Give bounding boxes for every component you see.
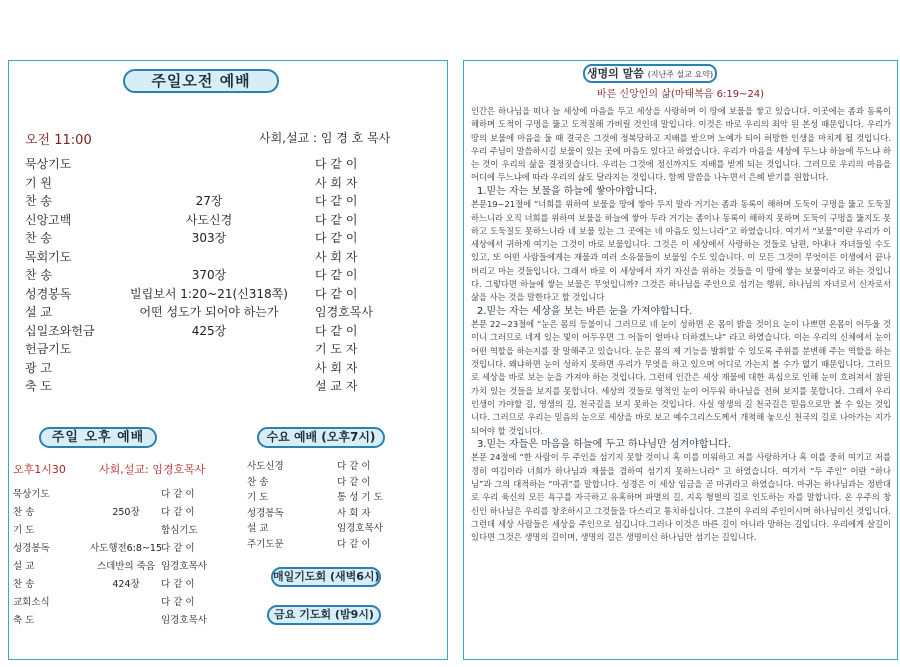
order-row [9,323,449,339]
order-row [9,521,449,537]
order-item: 묵상기도 [13,489,50,500]
order-item: 찬 송 [25,231,52,245]
order-leader: 임경호목사 [315,305,373,319]
order-row [9,304,449,320]
order-content: 어떤 성도가 되어야 하는가 [139,305,279,319]
morning-service-title: 주일오전 예배 [123,69,279,93]
order-row [9,230,449,246]
sermon-intro: 인간은 하나님을 떠나 늘 세상에 마음을 두고 세상을 사랑하며 이 땅에 보물을 쌓고 있습니다. 이곳에는 좀과 동록이 해하며 도적이 구멍을 뚫고 도적질해 가버릴 것인데 말입니다. 이것은 바로 우리의 죄악 된 본성 때문입니다. 우리가 땅의 보물에 마음을 둘 때 결국은 그것에 정복당하고 지배를 받으며 노예가 되어 허망한 인생을 마치게 될 것입니다. 우리 주님이 말씀하시길 보물이 있는 곳에 마음도 있다고 하였습니다. 우리가 마음을 세상에 두느냐 하늘에 두느냐 하는 것이 우리의 삶을 결정짓습니다. 우리는 그것에 정신까지도 지배를 받게 되는 것입니다. 그러므로 우리의 마음을 어디에 두느냐에 따라 우리의 삶도 달라지는 것입니다. 함께 말씀을 나누면서 은혜 받기를 원합니다. [471,106,891,183]
order-item: 기 원 [25,175,52,190]
order-leader: 다 같 이 [315,323,358,338]
order-item: 설 교 [247,523,269,534]
order-row [9,459,449,475]
order-row [9,193,449,209]
afternoon-time: 오후1시30 [13,463,66,476]
order-leader: 설 교 자 [315,379,358,393]
order-leader: 임경호목사 [337,523,383,534]
order-row [9,577,449,593]
order-item: 찬 송 [247,476,269,488]
section-heading: 3.믿는 자들은 마음을 하늘에 두고 하나님만 섬겨야합니다. [477,438,731,450]
order-item: 성경봉독 [13,543,50,554]
afternoon-service-title: 주일 오후 예배 [39,427,157,448]
order-leader: 사 회 자 [315,175,358,190]
friday-prayer-title: 금요 기도회 (밤9시) [267,605,381,625]
order-row [9,212,449,228]
order-item: 성경봉독 [25,286,72,301]
sermon-body [471,105,891,544]
order-leader: 다 같 이 [315,286,358,301]
order-item: 찬 송 [13,579,35,590]
order-leader: 다 같 이 [337,461,371,472]
order-leader: 다 같 이 [161,579,195,590]
order-item: 교회소식 [13,597,50,608]
order-item: 주기도문 [247,538,284,550]
order-content: 27장 [195,194,223,208]
order-row [9,156,449,172]
order-item: 기 도 [13,525,35,536]
order-row [9,595,449,611]
order-leader: 다 같 이 [315,157,358,171]
wednesday-service-title: 수요 예배 (오후7시) [257,427,385,448]
order-leader: 다 같 이 [315,231,358,245]
order-leader: 다 같 이 [161,507,195,518]
order-item: 신앙고백 [25,212,72,227]
sermon-title-note: (지난주 설교 요약) [647,70,714,79]
order-leader: 임경호목사 [161,615,207,626]
order-row [9,506,449,522]
order-leader: 합심기도 [161,525,198,536]
section-body: 본문 24절에 “한 사람이 두 주인을 섬기지 못할 것이니 혹 이를 미워하고 저를 사랑하거나 혹 이를 중히 여기고 저를 경히 여김이라 너희가 하나님과 재물을 겸하여 섬기지 못하느니라” 고 하였습니다. 여기서 “두 주인” 이란 “하나님”과 그의 대적하는 “마귀”를 말합니다. 성경은 이 세상 임금을 곧 마귀라고 하였습니다. 마귀는 하나님과는 정반대로 우리 육신의 모든 욕구를 자극하고 유혹하며 파멸의 길, 지옥 형벌의 길로 인도하는 자를 말합니다. 온 우주의 창 신인 하나님은 우리를 창조하시고 그것들을 다스리고 통치하십니다. 그분이 우리의 주인이시며 하나님이신 것입니다. 그런데 세상 사람들은 세상을 주인으로 섬깁니다.그러나 이것은 바른 길이 아니라 망하는 길입니다. 우리에게 살길이 있다면 그것은 생명의 길이며, 생명의 길은 생명이신 하나님만 섬기는 길입니다. [471,452,891,543]
order-leader: 사 회 자 [337,507,371,519]
afternoon-officiant: 사회,설교: 임경호목사 [99,463,206,476]
order-item: 찬 송 [25,268,52,282]
order-row [9,267,449,283]
order-content: 사도신경 [185,212,233,227]
order-item: 목회기도 [25,249,72,264]
order-item: 설 교 [13,561,35,572]
sermon-panel [463,60,898,660]
section-heading: 1.믿는 자는 보물을 하늘에 쌓아야합니다. [477,185,657,197]
order-leader: 다 같 이 [161,543,195,554]
morning-time: 오전 11:00 [25,133,92,148]
order-content: 250장 [112,507,140,518]
order-leader: 다 같 이 [315,268,358,282]
order-item: 찬 송 [13,507,35,518]
order-row [9,613,449,629]
order-row [9,249,449,265]
order-item: 축 도 [13,615,35,626]
order-item: 헌금기도 [25,342,72,356]
order-content: 425장 [191,323,227,338]
order-leader: 다 같 이 [337,538,371,550]
order-row [9,475,449,491]
morning-officiant: 사회,설교 : 임 경 호 목사 [259,131,391,145]
order-item: 설 교 [25,305,52,319]
order-row [9,286,449,302]
order-content: 303장 [191,231,227,245]
sermon-title-box [583,64,717,83]
order-content: 424장 [112,579,140,590]
sermon-subtitle: 바른 신앙인의 삶(마태복음 6:19~24) [596,89,765,100]
sermon-title: 생명의 말씀 [586,67,644,80]
order-content: 370장 [191,268,227,282]
order-content: 사도행전6:8~15 [89,543,163,554]
order-item: 기 도 [247,492,269,503]
section-body: 본문 22~23절에 “눈은 몸의 등불이니 그러므로 네 눈이 성하면 온 몸이 밝을 것이요 눈이 나쁘면 온몸이 어두울 것이니 그러므로 네게 있는 빛이 어두우면 그 어둠이 얼마나 더하겠느냐” 라고 하였습니다. 이는 우리의 신체에서 눈이 어떤 역할을 하는지를 잘 말해주고 있습니다. 눈은 몸의 제 기능을 발휘할 수 있도록 주위를 분변해 주는 역할을 하는 것입니다. 왜냐하면 눈이 성하지 못하면 우리가 무엇을 하고 있으며 어디로 가는지 볼 수가 없기 때문입니다. 그러므로 세상을 바로 보는 눈을 가져야 하는 것입니다. 그런데 인간은 세상 재물에 대한 욕심으로 인해 눈이 흐려져서 참된 가치 있는 것들을 보지를 못합니다. 세상의 것들로 영적인 눈이 어두워 하나님을 전혀 보지를 못합니다. 그래서 우리 인생이 가야할 길, 영생의 길, 천국길을 보지 못하는 것입니다. 사실 영생의 길 천국길은 믿음으로만 볼 수 있는 것입니다. 그러므로 우리는 믿음의 눈으로 세상을 바로 보고 예수그리스도께서 개척해 놓으신 천국의 길로 나아가는 지가 되어야 할 것입니다. [471,319,891,436]
daily-prayer-title: 매일기도회 (새벽6시) [271,567,381,587]
order-item: 찬 송 [25,194,52,208]
order-item: 성경봉독 [247,507,284,519]
order-content: 스데반의 죽음 [96,561,156,572]
order-item: 축 도 [25,379,52,393]
order-item: 광 고 [25,360,52,375]
order-row [9,378,449,394]
order-leader: 통 성 기 도 [337,492,383,503]
order-leader: 다 같 이 [315,212,358,227]
order-leader: 다 같 이 [161,489,195,500]
order-item: 사도신경 [247,461,284,472]
order-item: 십일조와헌금 [25,323,95,338]
order-row [9,537,449,553]
order-row [9,490,449,506]
order-leader: 사 회 자 [315,249,358,264]
order-leader: 기 도 자 [315,342,358,356]
order-item: 묵상기도 [25,157,72,171]
section-heading: 2.믿는 자는 세상을 보는 바른 눈을 가져야합니다. [477,305,693,317]
order-row [9,175,449,191]
order-leader: 다 같 이 [337,476,371,488]
worship-order-panel [8,60,448,660]
order-row [9,341,449,357]
section-body: 본문19~21절에 “너희를 위하여 보물을 땅에 쌓아 두지 말라 거기는 좀과 동록이 해하며 도둑이 구멍을 뚫고 도둑질하느니라 오직 너희를 위하여 보물을 하늘에 쌓아 두라 거기는 좀이나 동록이 해하지 못하며 도둑이 구멍을 뚫지도 못하고 도둑질도 못하느니라 네 보물 있는 그 곳에는 네 마음도 있느니라”고 하였습니다. 여기서 “보물”이란 우리가 이 세상에서 귀하게 여기는 그것이 바로 보물입니다. 그것은 이 세상에서 사랑하는 것들로 남편, 아내나 자녀들일 수도 있고, 또 어떤 사람들에게는 재물과 여러 소유물들이 보물일 수도 있습니다. 이 모든 그것이 무엇이든 이생에서 끝나버리고 마는 것들입니다. 그래서 바로 이 세상에서 자기 자신을 위하는 것들을 이 땅에 쌓는 보물이라고 하는 것입니다. 그렇다면 하늘에 쌓는 보물은 무엇입니까? 그것은 하나님을 주인으로 섬기는 행위, 하나님의 자녀로서 신자로서 삶을 사는 것을 말한다고 할 것입니다 [471,199,891,303]
order-leader: 사 회 자 [315,360,358,375]
order-leader: 다 같 이 [161,597,195,608]
order-row [9,360,449,376]
order-row [9,559,449,575]
order-content: 빌립보서 1:20~21(신318쪽) [130,286,288,301]
order-leader: 임경호목사 [161,561,207,572]
order-leader: 다 같 이 [315,194,358,208]
